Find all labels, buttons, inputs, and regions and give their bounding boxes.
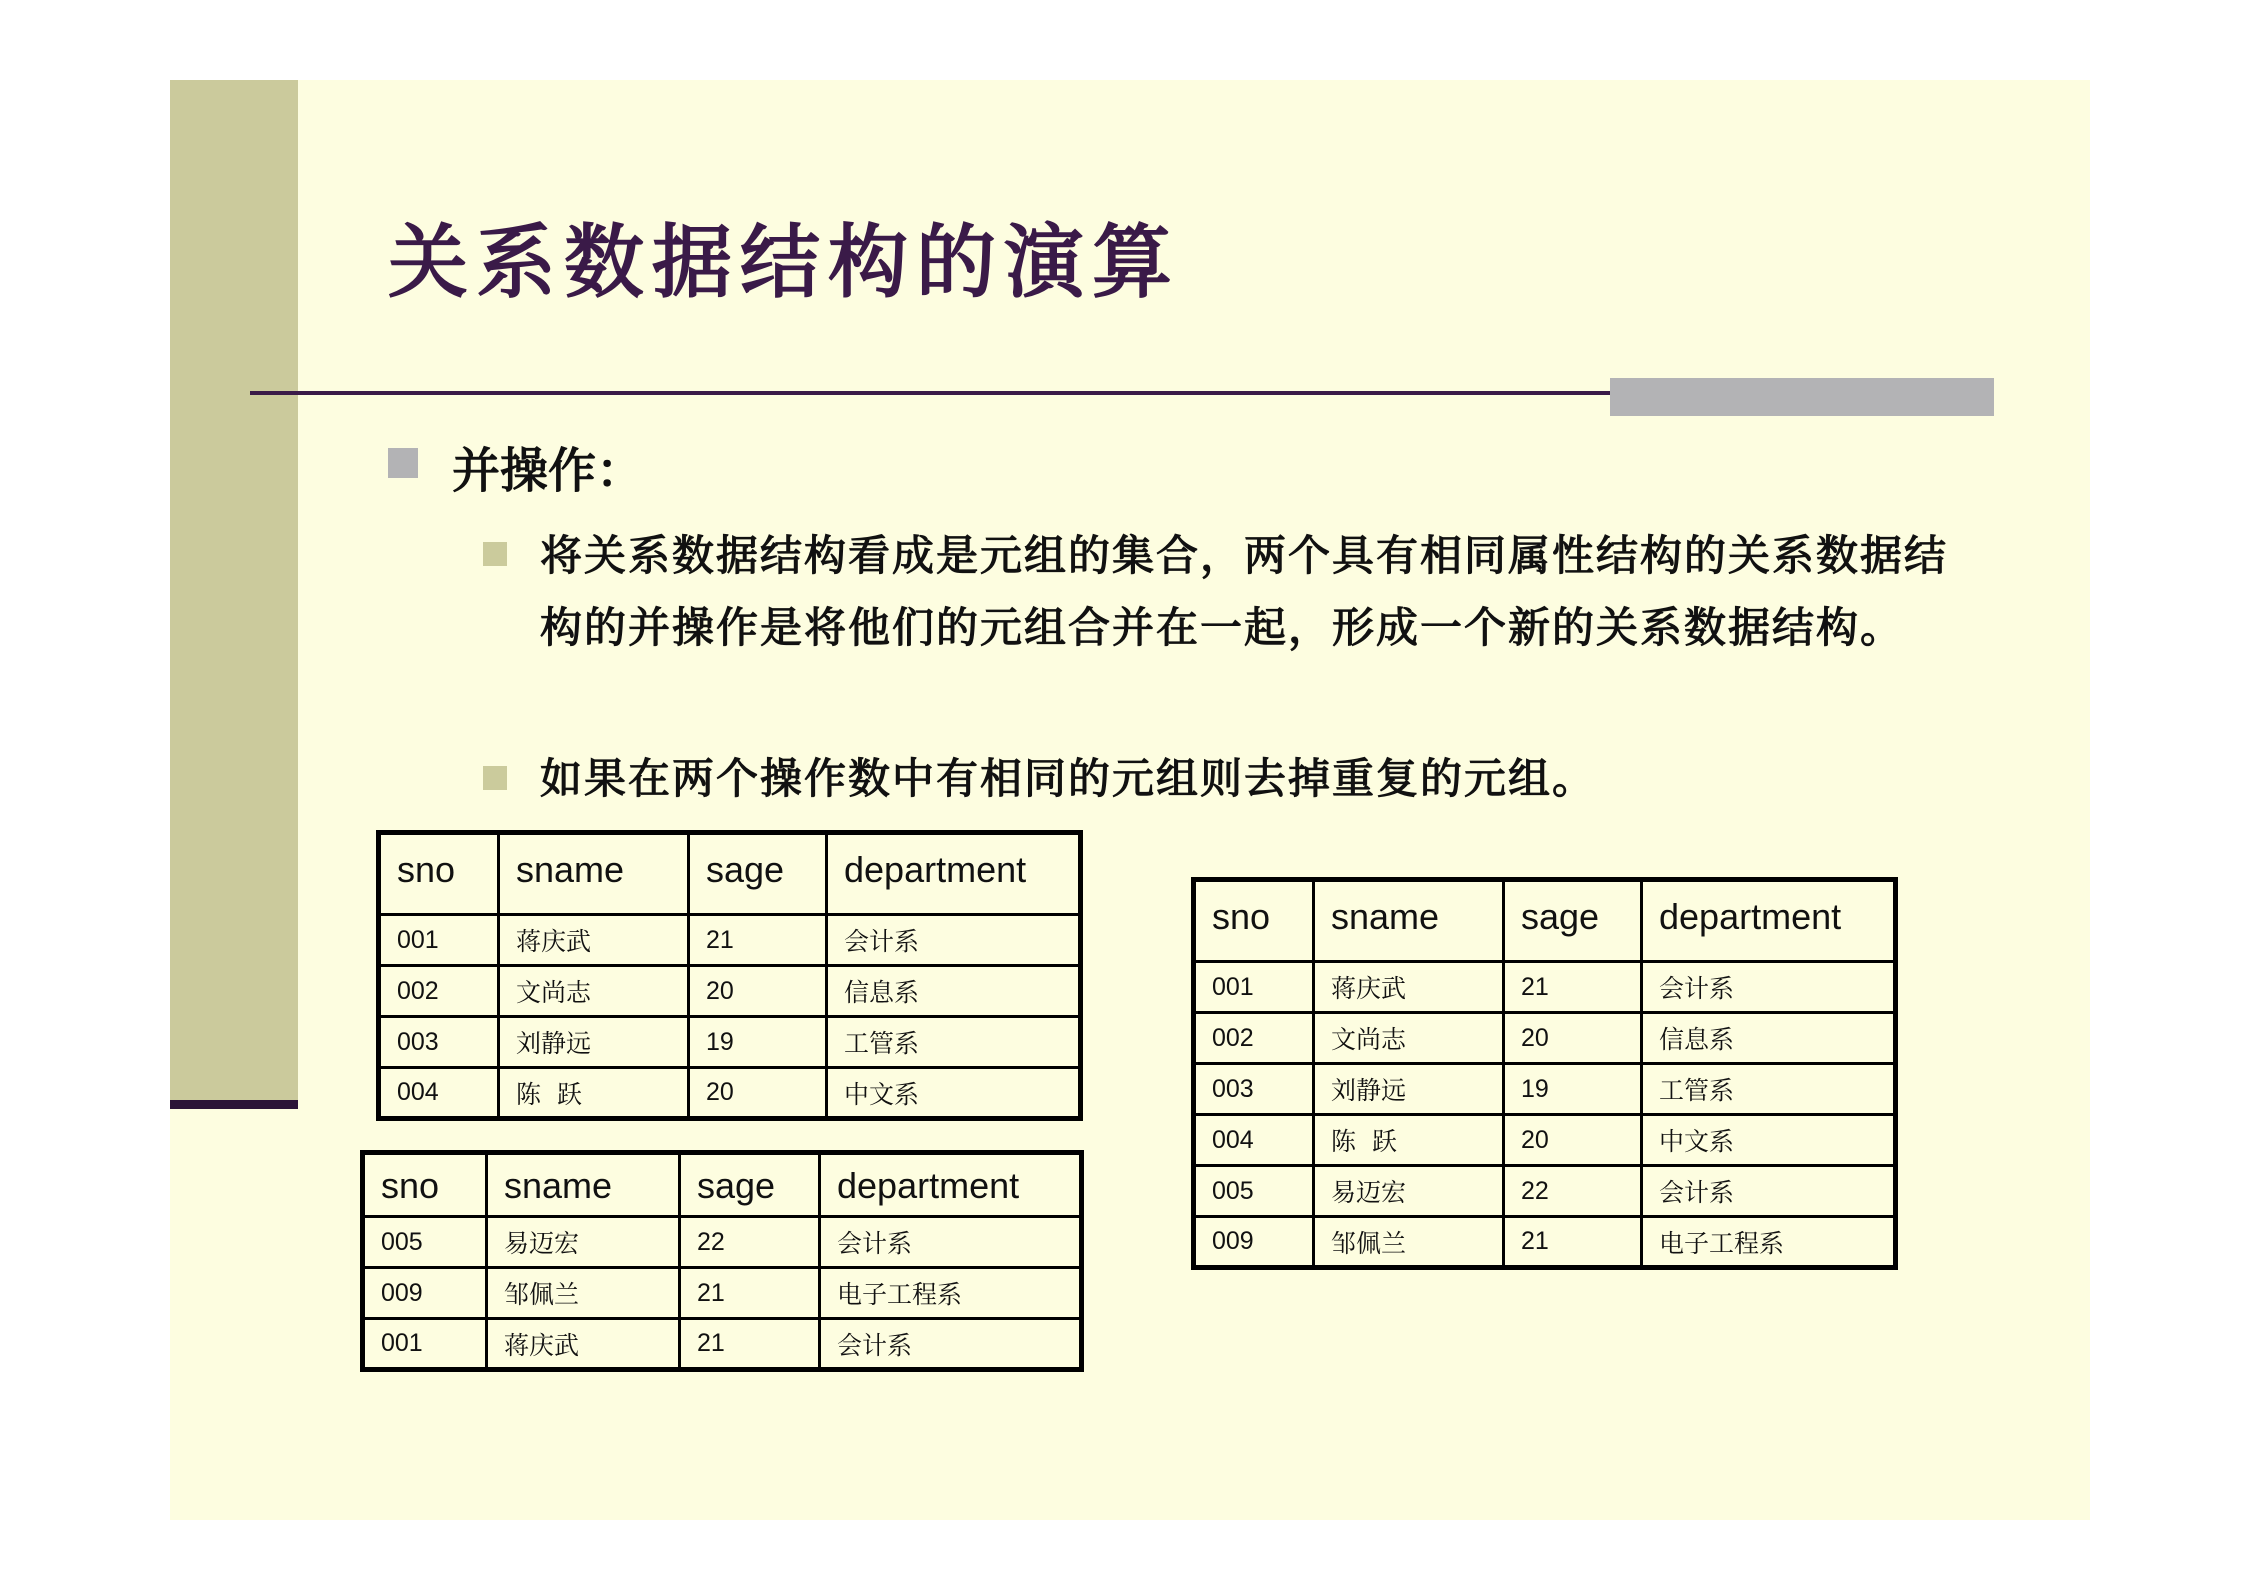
table-row: 001 蒋庆武 21 会计系 bbox=[379, 915, 1081, 966]
table-row: 003 刘静远 19 工管系 bbox=[1194, 1064, 1896, 1115]
table-row: 005 易迈宏 22 会计系 bbox=[1194, 1166, 1896, 1217]
table-row: 004 陈 跃 20 中文系 bbox=[379, 1068, 1081, 1119]
table-row: 003 刘静远 19 工管系 bbox=[379, 1017, 1081, 1068]
col-header-sname: sname bbox=[1314, 880, 1504, 962]
side-bar-accent bbox=[170, 1100, 298, 1109]
slide-title: 关系数据结构的演算 bbox=[388, 216, 1180, 309]
table-row: 001 蒋庆武 21 会计系 bbox=[363, 1319, 1082, 1370]
col-header-department: department bbox=[827, 833, 1081, 915]
table-row: 009 邹佩兰 21 电子工程系 bbox=[363, 1268, 1082, 1319]
sub-bullet-square-icon bbox=[483, 542, 507, 566]
col-header-sage: sage bbox=[680, 1153, 820, 1217]
side-bar bbox=[170, 80, 298, 1100]
col-header-sno: sno bbox=[363, 1153, 487, 1217]
point-2: 如果在两个操作数中有相同的元组则去掉重复的元组。 bbox=[540, 754, 1597, 803]
table-row: 001 蒋庆武 21 会计系 bbox=[1194, 962, 1896, 1013]
col-header-department: department bbox=[820, 1153, 1082, 1217]
col-header-sno: sno bbox=[379, 833, 499, 915]
relation-table-union bbox=[1191, 877, 1898, 1270]
col-header-sname: sname bbox=[499, 833, 689, 915]
table-row: 002 文尚志 20 信息系 bbox=[1194, 1013, 1896, 1064]
table-row: 002 文尚志 20 信息系 bbox=[379, 966, 1081, 1017]
bullet-square-icon bbox=[388, 448, 418, 478]
col-header-sno: sno bbox=[1194, 880, 1314, 962]
table-row: 004 陈 跃 20 中文系 bbox=[1194, 1115, 1896, 1166]
col-header-sage: sage bbox=[689, 833, 827, 915]
point-1: 将关系数据结构看成是元组的集合，两个具有相同属性结构的关系数据结构的并操作是将他们的元组合并在一起，形成一个新的关系数据结构。 bbox=[540, 531, 1949, 652]
col-header-sname: sname bbox=[487, 1153, 680, 1217]
section-heading: 并操作： bbox=[452, 443, 645, 499]
col-header-department: department bbox=[1642, 880, 1896, 962]
relation-table-a bbox=[376, 830, 1083, 1121]
col-header-sage: sage bbox=[1504, 880, 1642, 962]
title-rule-block bbox=[1610, 378, 1994, 416]
relation-table-b bbox=[360, 1150, 1084, 1372]
table-row: 005 易迈宏 22 会计系 bbox=[363, 1217, 1082, 1268]
table-row: 009 邹佩兰 21 电子工程系 bbox=[1194, 1217, 1896, 1268]
sub-bullet-square-icon bbox=[483, 766, 507, 790]
